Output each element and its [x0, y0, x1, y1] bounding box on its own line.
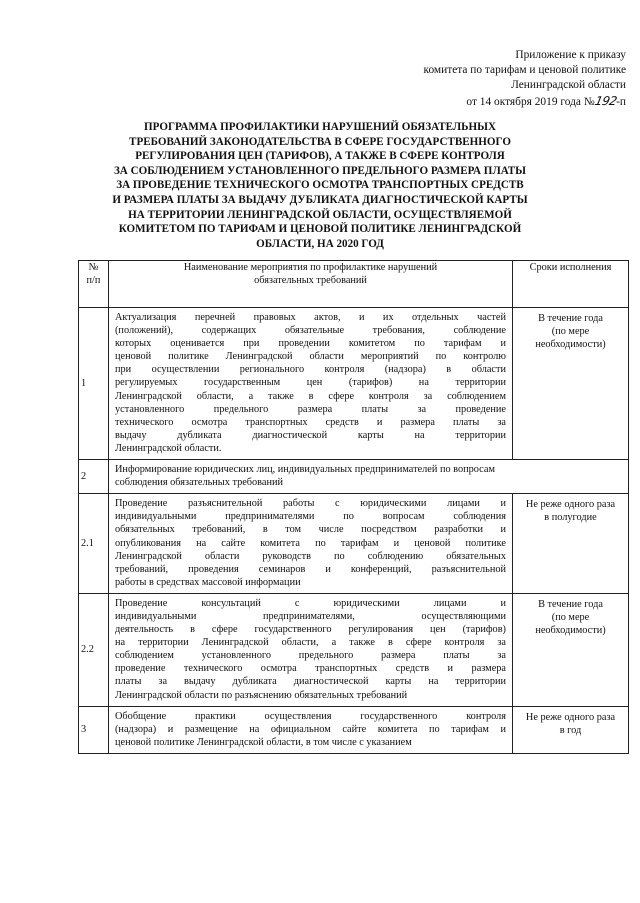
measure-text-line: ценовой политике Ленинградской области мероприятий по контролю — [115, 351, 506, 363]
deadline-text-line: В течение года — [538, 598, 603, 610]
row-measure — [109, 494, 513, 594]
measure-text-line: Ленинградской области руководств по соблюдению обязательных — [115, 550, 506, 562]
measure-text-line: (надзора) и размещение на официальном сайте комитета по тарифам и — [115, 723, 506, 735]
table-row — [79, 308, 629, 460]
appendix-line-1: Приложение к приказу — [515, 49, 626, 61]
handwritten-order-number: 192 — [593, 93, 618, 108]
row-measure — [109, 706, 513, 753]
measure-text-line: на территории Ленинградской области, а также в сфере контроля за — [115, 637, 506, 649]
title-line: ТРЕБОВАНИЙ ЗАКОНОДАТЕЛЬСТВА В СФЕРЕ ГОСУДАРСТВЕННОГО — [129, 135, 511, 148]
deadline-text-line: Не реже одного раза — [525, 499, 616, 511]
title-line: ПРОГРАММА ПРОФИЛАКТИКИ НАРУШЕНИЙ ОБЯЗАТЕЛЬНЫХ — [144, 121, 496, 133]
title-line: И РАЗМЕРА ПЛАТЫ ЗА ВЫДАЧУ ДУБЛИКАТА ДИАГНОСТИЧЕСКОЙ КАРТЫ — [112, 193, 528, 206]
program-title — [60, 120, 580, 251]
row-deadline — [513, 593, 629, 706]
deadline-text-line: необходимости) — [535, 625, 606, 637]
deadline-text-line: Не реже одного раза — [525, 711, 616, 723]
row-measure — [109, 308, 513, 460]
title-line: ЗА СОБЛЮДЕНИЕМ УСТАНОВЛЕННОГО ПРЕДЕЛЬНОГО РАЗМЕРА ПЛАТЫ — [113, 164, 527, 177]
measure-text-line: при осуществлении регионального контроля (надзора) в области — [115, 364, 506, 376]
header-deadline: Сроки исполнения — [513, 261, 629, 308]
measure-text-line: соблюдения обязательных требований — [115, 477, 284, 489]
measure-text-line: которых оценивается при проведении комитетом по тарифам и — [115, 338, 506, 350]
measures-table — [78, 260, 629, 754]
row-number: 2 — [79, 460, 109, 494]
table-row — [79, 494, 629, 594]
table-row — [79, 460, 629, 494]
number-suffix: -п — [616, 95, 626, 108]
measure-text-line: обязательных требований, в том числе посредством разработки и — [115, 524, 506, 536]
row-measure — [109, 460, 629, 494]
number-sign: № — [583, 95, 595, 108]
appendix-line-3: Ленинградской области — [511, 79, 626, 92]
measure-text-line: опубликования на сайте комитета по тарифам и ценовой политике — [115, 537, 506, 549]
row-measure — [109, 593, 513, 706]
appendix-date: от 14 октября 2019 года — [466, 95, 584, 108]
measure-text-line: ценовой политике Ленинградской области, в том числе с указанием — [115, 736, 412, 748]
measure-text-line: соблюдением установленного предельного размера платы за — [115, 650, 506, 662]
deadline-text-line: необходимости) — [535, 339, 606, 351]
deadline-text-line: в полугодие — [544, 512, 597, 524]
row-number: 2.2 — [79, 593, 109, 706]
measure-text-line: Ленинградской области. — [115, 442, 222, 454]
title-line: ОБЛАСТИ, НА 2020 ГОД — [256, 237, 384, 250]
appendix-line-2: комитета по тарифам и ценовой политике — [423, 64, 626, 77]
deadline-text-line: в год — [559, 724, 582, 736]
measure-text-line: Актуализация перечней правовых актов, и их отдельных частей — [115, 312, 506, 323]
measure-text-line: Обобщение практики осуществления государственного контроля — [115, 710, 506, 722]
measure-text-line: платы за выдачу дубликата диагностической карты на территории — [115, 676, 506, 688]
measure-text-line: работы в средствах массовой информации — [115, 576, 301, 588]
measure-text-line: Проведение разъяснительной работы с юридическими лицами и — [115, 498, 506, 510]
measure-text-line: (положений), содержащих обязательные требования, соблюдение — [115, 325, 506, 337]
measure-text-line: установленного предельного размера платы за проведение — [115, 403, 506, 415]
row-deadline — [513, 706, 629, 753]
table-row — [79, 706, 629, 753]
row-deadline — [513, 308, 629, 460]
row-number: 2.1 — [79, 494, 109, 594]
table-row — [79, 593, 629, 706]
measure-text-line: Информирование юридических лиц, индивидуальных предпринимателей по вопросам — [115, 464, 495, 476]
row-number: 3 — [79, 706, 109, 753]
header-number: № п/п — [79, 261, 109, 308]
header-measure-name: Наименование мероприятия по профилактике нарушений обязательных требований — [109, 261, 513, 308]
table-header-row — [79, 261, 629, 308]
deadline-text-line: (по мере — [551, 611, 590, 623]
title-line: РЕГУЛИРОВАНИЯ ЦЕН (ТАРИФОВ), А ТАКЖЕ В СФЕРЕ КОНТРОЛЯ — [135, 150, 505, 163]
deadline-text-line: (по мере — [551, 326, 590, 338]
deadline-text-line: В течение года — [538, 313, 603, 324]
measure-text-line: индивидуальными предпринимателями, осуществляющими — [115, 610, 506, 622]
measure-text-line: индивидуальными предпринимателями по вопросам соблюдения — [115, 511, 506, 523]
measure-text-line: требований, проведения семинаров и конференций, разъяснительной — [115, 563, 506, 575]
measure-text-line: деятельность в сфере государственного регулирования цен (тарифов) — [115, 624, 506, 636]
measure-text-line: выдачу дубликата диагностической карты на территории — [115, 429, 506, 441]
measure-text-line: проведение технического осмотра транспортных средств и размера — [115, 663, 506, 675]
measure-text-line: Проведение консультаций с юридическими лицами и — [115, 597, 506, 609]
row-deadline — [513, 494, 629, 594]
measure-text-line: технического осмотра транспортных средств и размера платы за — [115, 416, 506, 428]
title-line: ЗА ПРОВЕДЕНИЕ ТЕХНИЧЕСКОГО ОСМОТРА ТРАНСПОРТНЫХ СРЕДСТВ — [116, 179, 524, 192]
measure-text-line: Ленинградской области по разъяснению обязательных требований — [115, 689, 408, 701]
row-number: 1 — [79, 308, 109, 460]
appendix-header — [326, 48, 626, 110]
title-line: КОМИТЕТОМ ПО ТАРИФАМ И ЦЕНОВОЙ ПОЛИТИКЕ ЛЕНИНГРАДСКОЙ — [118, 223, 522, 236]
measure-text-line: регулируемых государственным цен (тарифов) на территории — [115, 377, 506, 389]
table-body — [79, 308, 629, 754]
title-line: НА ТЕРРИТОРИИ ЛЕНИНГРАДСКОЙ ОБЛАСТИ, ОСУЩЕСТВЛЯЕМОЙ — [128, 208, 512, 221]
measure-text-line: Ленинградской области, а также в сфере контроля за соблюдением — [115, 390, 506, 402]
appendix-date-line — [326, 94, 626, 110]
